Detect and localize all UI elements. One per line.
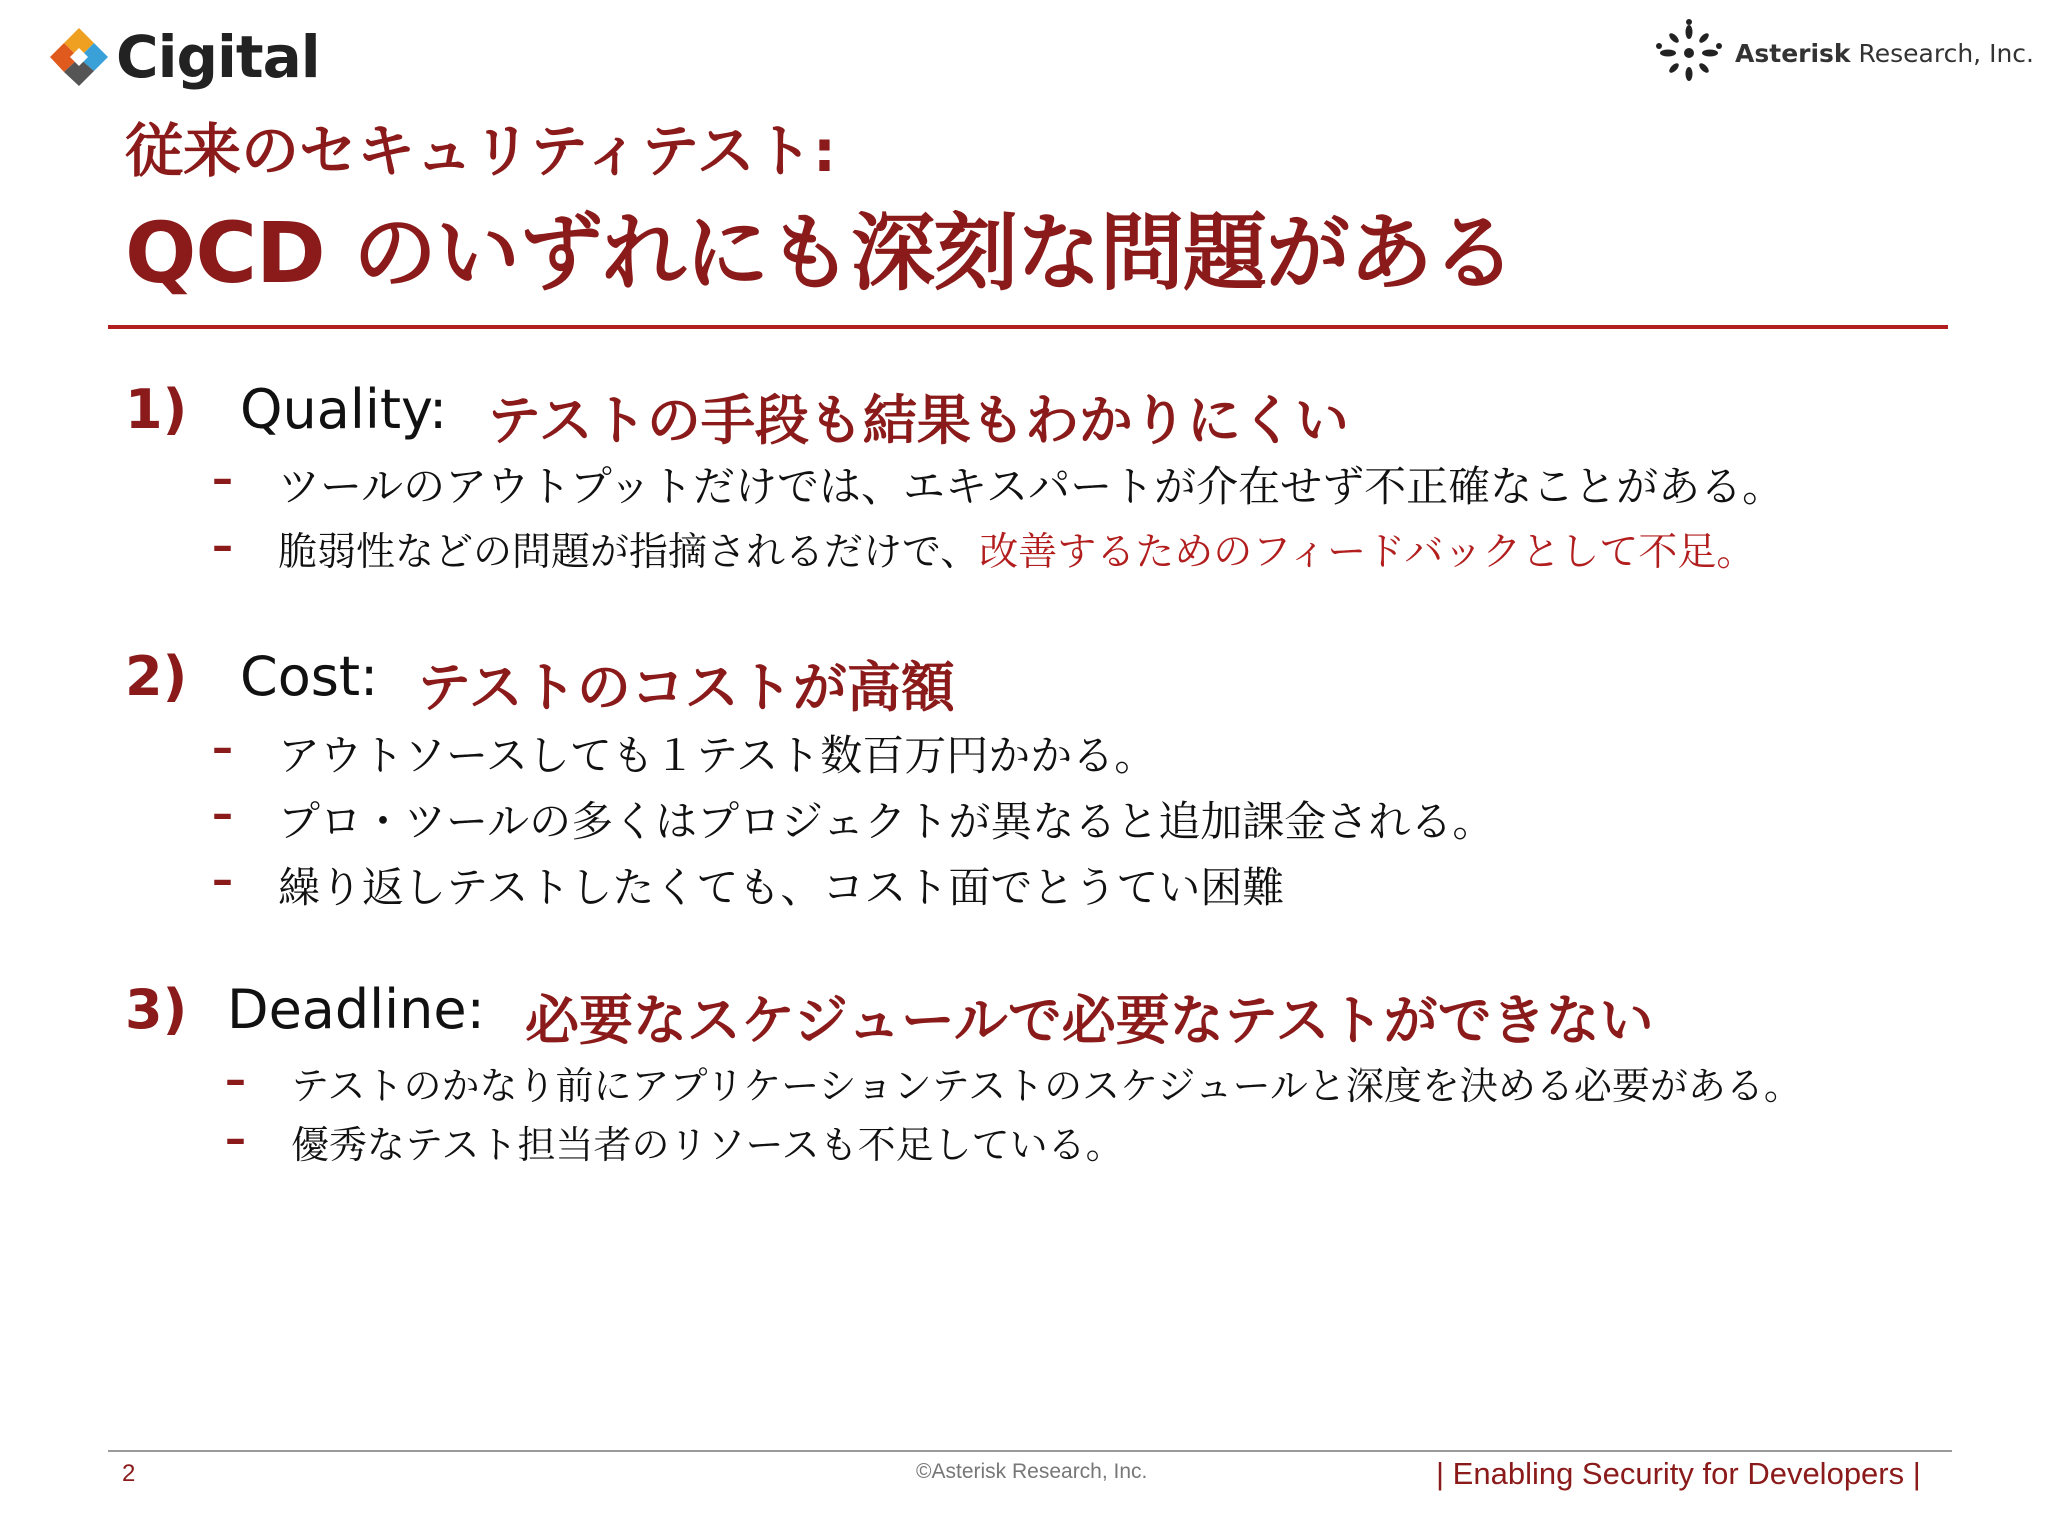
section-name: Quality: (240, 378, 448, 441)
bullet-text (278, 454, 1784, 514)
cigital-logo-icon (48, 26, 110, 88)
bullet-dash: – (225, 1055, 246, 1104)
section-subtitle: テストの手段も結果もわかりにくい (487, 389, 1349, 452)
section-heading (125, 978, 1925, 1052)
bullet-text (278, 521, 1755, 577)
section-number: 1) (125, 378, 188, 441)
list-item (212, 521, 2002, 577)
asterisk-wordmark-rest: Research, Inc. (1850, 38, 2034, 68)
cigital-wordmark: Cigital (116, 23, 320, 91)
title-line-2: QCD のいずれにも深刻な問題がある (125, 204, 1516, 302)
bullet-dash: – (212, 855, 233, 904)
bullet-text: 優秀なテスト担当者のリソースも不足している。 (291, 1123, 1124, 1167)
bullet-dash: – (212, 454, 233, 503)
asterisk-wordmark-bold: Asterisk (1735, 38, 1851, 68)
section-name: Cost: (240, 645, 379, 708)
bullet-text: 繰り返しテストしたくても、コスト面でとうてい困難 (278, 863, 1285, 912)
bullet-text: アウトソースしても１テスト数百万円かかる。 (278, 731, 1157, 780)
list-item (212, 855, 1972, 911)
section-number: 3) (125, 978, 188, 1041)
title-divider (108, 325, 1948, 329)
list-item (225, 1114, 1985, 1166)
list-item (212, 723, 1972, 779)
bullet-dash: – (225, 1114, 246, 1163)
bullet-dash: – (212, 521, 233, 570)
bullet-text: プロ・ツールの多くはプロジェクトが異なると追加課金される。 (278, 797, 1495, 846)
title-line-1: 従来のセキュリティテスト: (125, 117, 837, 185)
section-name: Deadline: (227, 978, 485, 1041)
page-number: 2 (122, 1460, 136, 1487)
list-item (225, 1055, 1985, 1107)
bullet-text: テストのかなり前にアプリケーションテストのスケジュールと深度を決める必要がある。 (291, 1064, 1802, 1108)
section-subtitle: 必要なスケジュールで必要なテストができない (525, 989, 1654, 1052)
footer-divider (108, 1450, 1952, 1452)
section-heading (125, 378, 1925, 452)
bullet-dash: – (212, 723, 233, 772)
bullet-dash: – (212, 789, 233, 838)
footer-tagline: | Enabling Security for Developers | (1436, 1456, 1921, 1491)
bullet-text-main: ツールのアウトプットだけでは、エキスパートが介在せず不正確なことがある。 (278, 462, 1785, 511)
bullet-text-highlight: 改善するためのフィードバックとして不足。 (979, 530, 1756, 575)
asterisk-wordmark (1735, 39, 2034, 68)
cigital-logo (48, 22, 320, 92)
bullet-text-main: 脆弱性などの問題が指摘されるだけで、 (278, 530, 980, 575)
list-item (212, 454, 1972, 510)
list-item (212, 789, 1972, 845)
section-subtitle: テストのコストが高額 (417, 656, 955, 719)
copyright-notice: ©Asterisk Research, Inc. (916, 1460, 1148, 1483)
asterisk-research-logo (1651, 18, 2034, 88)
section-heading (125, 645, 1925, 719)
section-number: 2) (125, 645, 188, 708)
asterisk-logo-icon (1651, 18, 1727, 88)
